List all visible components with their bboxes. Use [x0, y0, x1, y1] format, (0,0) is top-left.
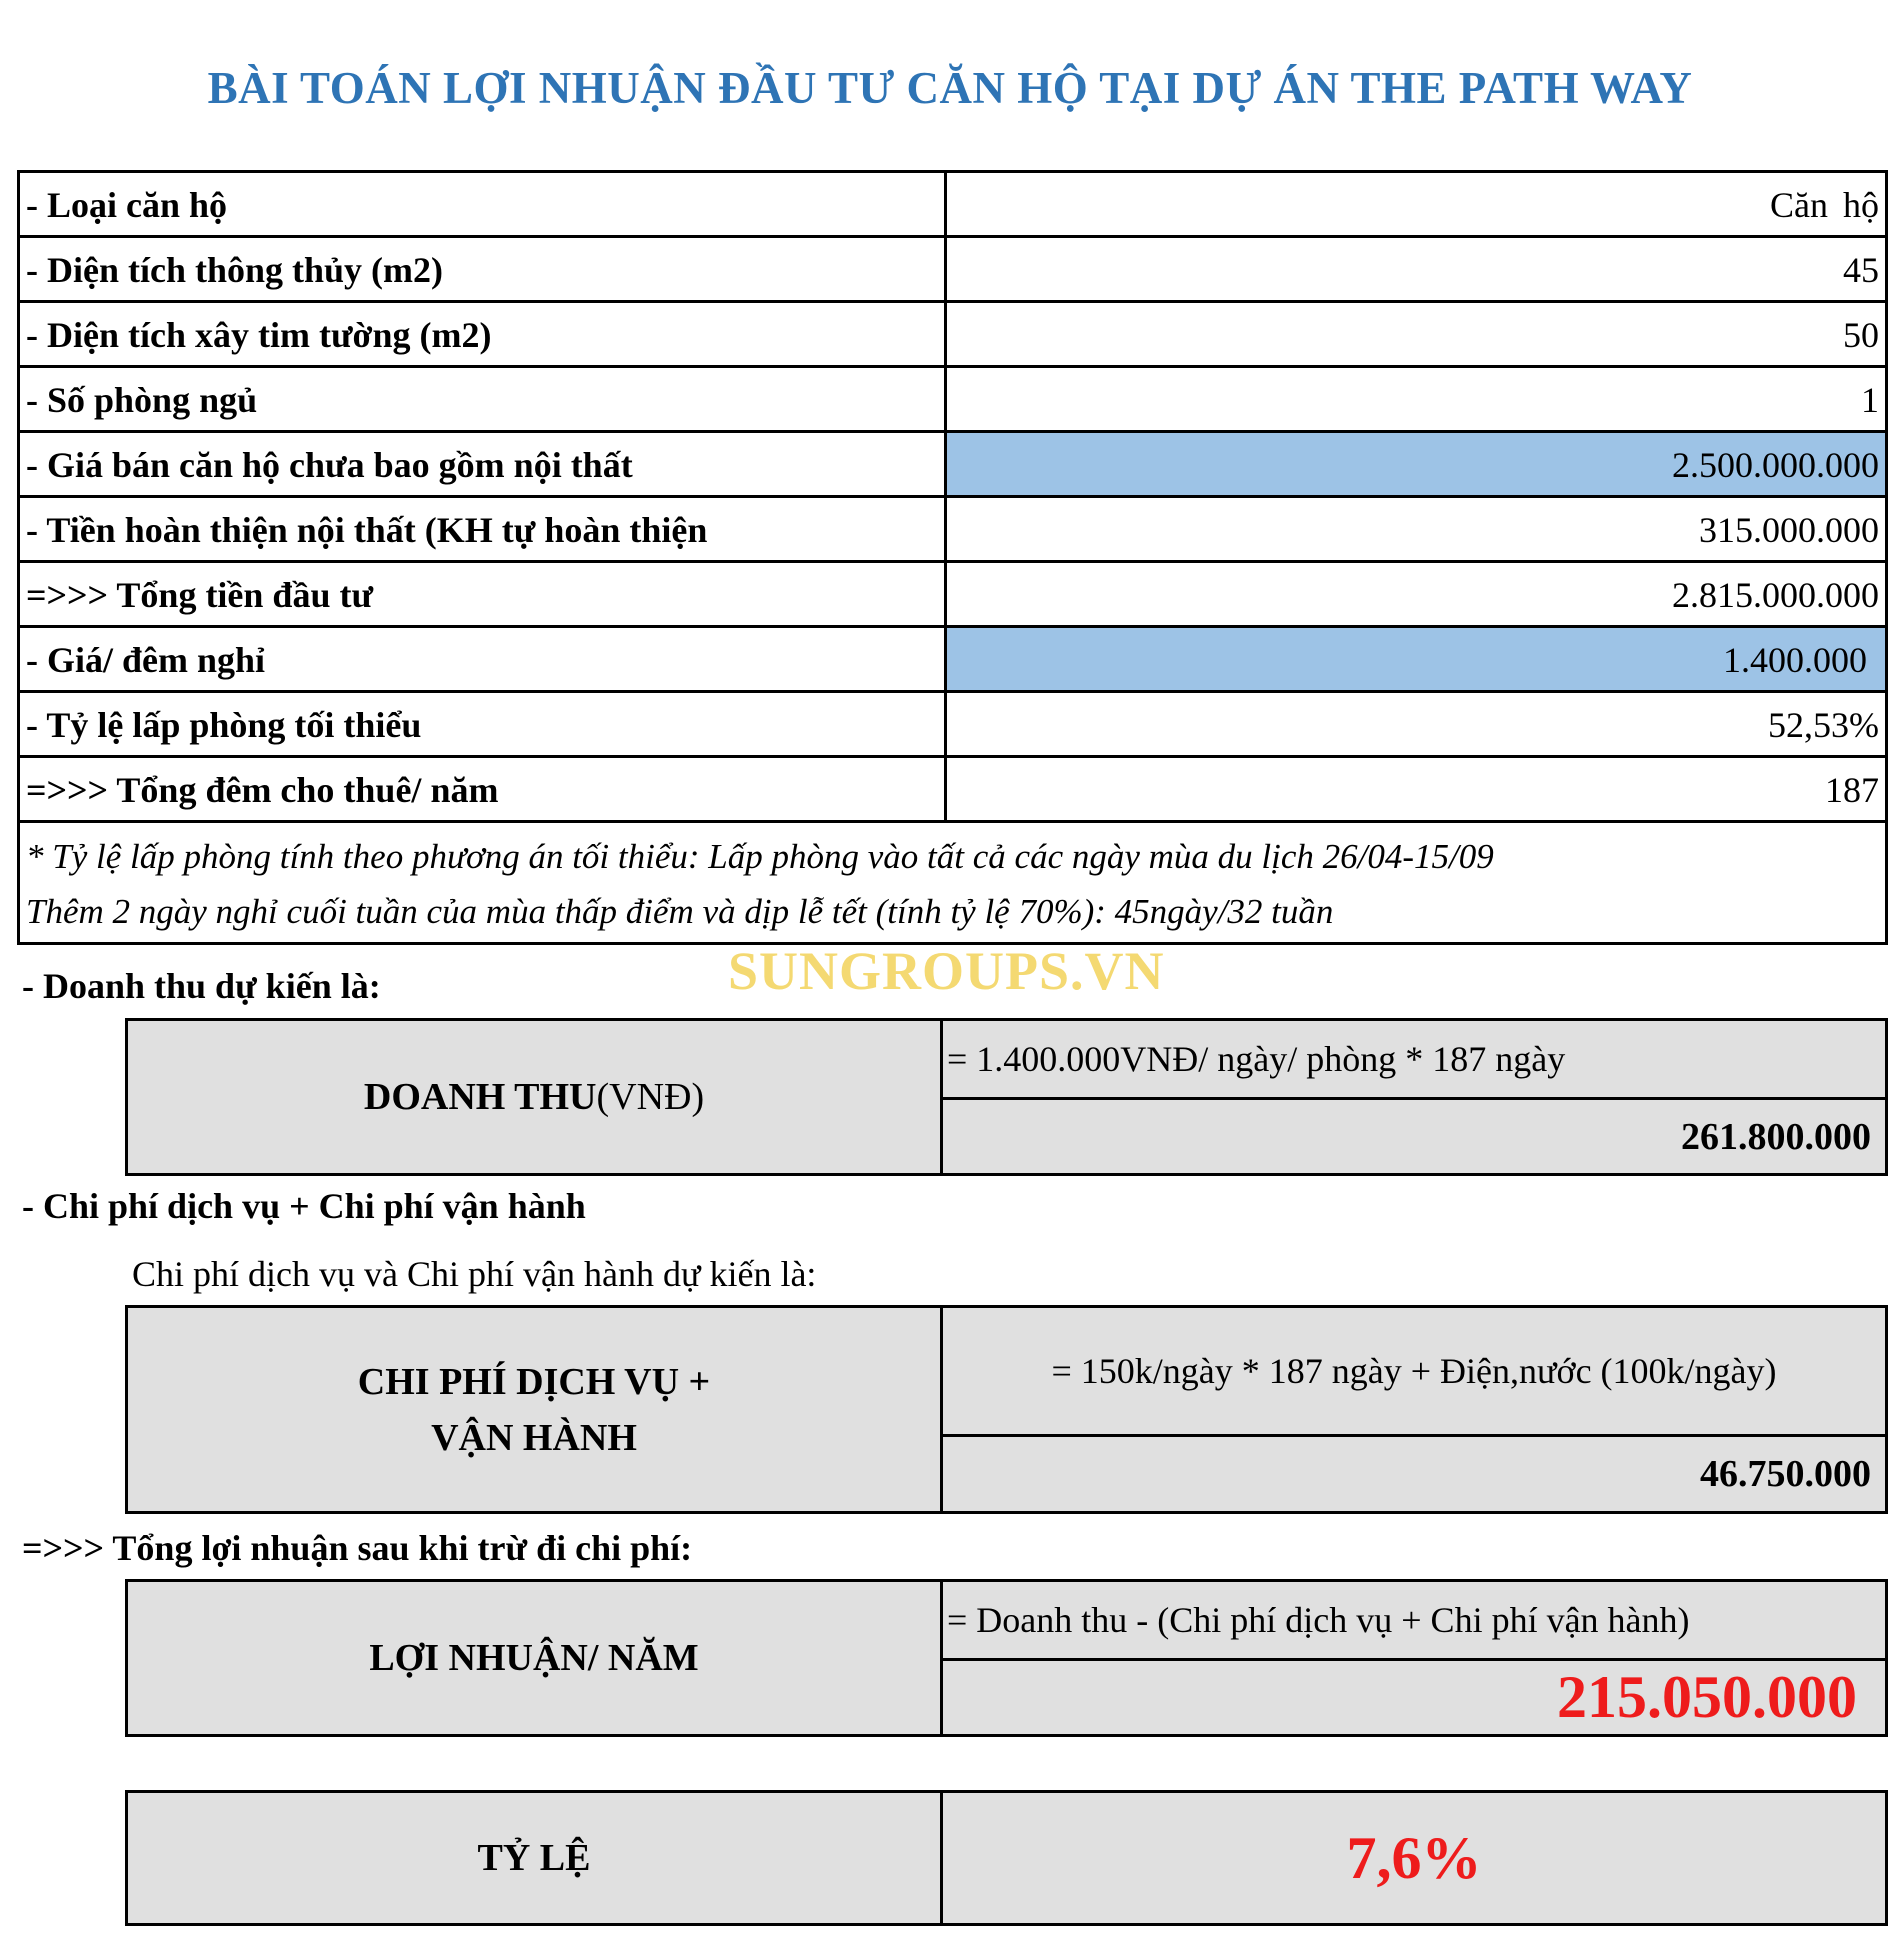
revenue-label-unit: (VNĐ) — [596, 1076, 705, 1118]
row-value: 45 — [947, 238, 1888, 300]
row-label: - Giá/ đêm nghỉ — [17, 628, 947, 690]
row-label: - Tỷ lệ lấp phòng tối thiểu — [17, 693, 947, 755]
table-row-total-investment — [17, 563, 1888, 628]
table-row-furnishing-cost — [17, 498, 1888, 563]
table-row-net-area — [17, 238, 1888, 303]
revenue-heading: - Doanh thu dự kiến là: — [22, 966, 381, 1006]
note-line-2: Thêm 2 ngày nghỉ cuối tuần của mùa thấp điểm và dịp lễ tết (tính tỷ lệ 70%): 45ngày/32 tuần — [26, 892, 1334, 931]
table-row-sale-price — [17, 433, 1888, 498]
row-value: 1 — [947, 368, 1888, 430]
profit-calc — [943, 1582, 1885, 1734]
row-label: - Giá bán căn hộ chưa bao gồm nội thất — [17, 433, 947, 495]
revenue-calc — [943, 1021, 1885, 1173]
table-row-bedrooms — [17, 368, 1888, 433]
row-value: 50 — [947, 303, 1888, 365]
profit-result: 215.050.000 — [1557, 1664, 1857, 1730]
note-line-1: * Tỷ lệ lấp phòng tính theo phương án tối thiểu: Lấp phòng vào tất cả các ngày mùa du lịch 26/04-15/09 — [26, 837, 1494, 876]
row-value: 52,53% — [947, 693, 1888, 755]
cost-formula: = 150k/ngày * 187 ngày + Điện,nước (100k/ngày) — [943, 1308, 1885, 1437]
row-value: 2.815.000.000 — [947, 563, 1888, 625]
cost-calc — [943, 1308, 1885, 1511]
row-label: =>>> Tổng tiền đầu tư — [17, 563, 947, 625]
profit-formula: = Doanh thu - (Chi phí dịch vụ + Chi phí vận hành) — [943, 1582, 1885, 1661]
apartment-info-table — [17, 170, 1888, 945]
table-row-rental-nights — [17, 758, 1888, 823]
row-label: - Số phòng ngủ — [17, 368, 947, 430]
cost-result: 46.750.000 — [1700, 1453, 1871, 1495]
ratio-label: TỶ LỆ — [128, 1793, 943, 1923]
profit-box — [125, 1579, 1888, 1737]
revenue-result: 261.800.000 — [1681, 1115, 1871, 1158]
cost-label-line-2: VẬN HÀNH — [431, 1416, 637, 1459]
occupancy-note — [17, 823, 1888, 945]
cost-box — [125, 1305, 1888, 1514]
row-value: Căn hộ — [947, 173, 1888, 235]
row-label: - Diện tích xây tim tường (m2) — [17, 303, 947, 365]
row-label: - Loại căn hộ — [17, 173, 947, 235]
ratio-box — [125, 1790, 1888, 1926]
table-row-apartment-type — [17, 173, 1888, 238]
row-label: - Tiền hoàn thiện nội thất (KH tự hoàn thiện — [17, 498, 947, 560]
row-label: =>>> Tổng đêm cho thuê/ năm — [17, 758, 947, 820]
page-title: BÀI TOÁN LỢI NHUẬN ĐẦU TƯ CĂN HỘ TẠI DỰ ÁN THE PATH WAY — [207, 63, 1693, 113]
cost-heading: - Chi phí dịch vụ + Chi phí vận hành — [22, 1186, 586, 1226]
row-label: - Diện tích thông thủy (m2) — [17, 238, 947, 300]
cost-subtext: Chi phí dịch vụ và Chi phí vận hành dự kiến là: — [132, 1254, 817, 1294]
revenue-formula: = 1.400.000VNĐ/ ngày/ phòng * 187 ngày — [943, 1021, 1885, 1100]
profit-heading: =>>> Tổng lợi nhuận sau khi trừ đi chi phí: — [22, 1528, 693, 1568]
row-value-highlighted: 1.400.000 — [947, 628, 1888, 690]
revenue-box — [125, 1018, 1888, 1176]
row-value-highlighted: 2.500.000.000 — [947, 433, 1888, 495]
ratio-value-cell — [943, 1793, 1885, 1923]
table-row-gross-area — [17, 303, 1888, 368]
revenue-label-bold: DOANH THU — [363, 1076, 597, 1118]
table-row-occupancy-rate — [17, 693, 1888, 758]
row-value: 187 — [947, 758, 1888, 820]
table-row-nightly-price — [17, 628, 1888, 693]
revenue-label — [128, 1021, 943, 1173]
watermark: SUNGROUPS.VN — [728, 941, 1165, 1001]
cost-label-line-1: CHI PHÍ DỊCH VỤ + — [357, 1360, 711, 1403]
row-value: 315.000.000 — [947, 498, 1888, 560]
ratio-value: 7,6% — [1346, 1824, 1482, 1891]
cost-label — [128, 1308, 943, 1511]
profit-label: LỢI NHUẬN/ NĂM — [128, 1582, 943, 1734]
